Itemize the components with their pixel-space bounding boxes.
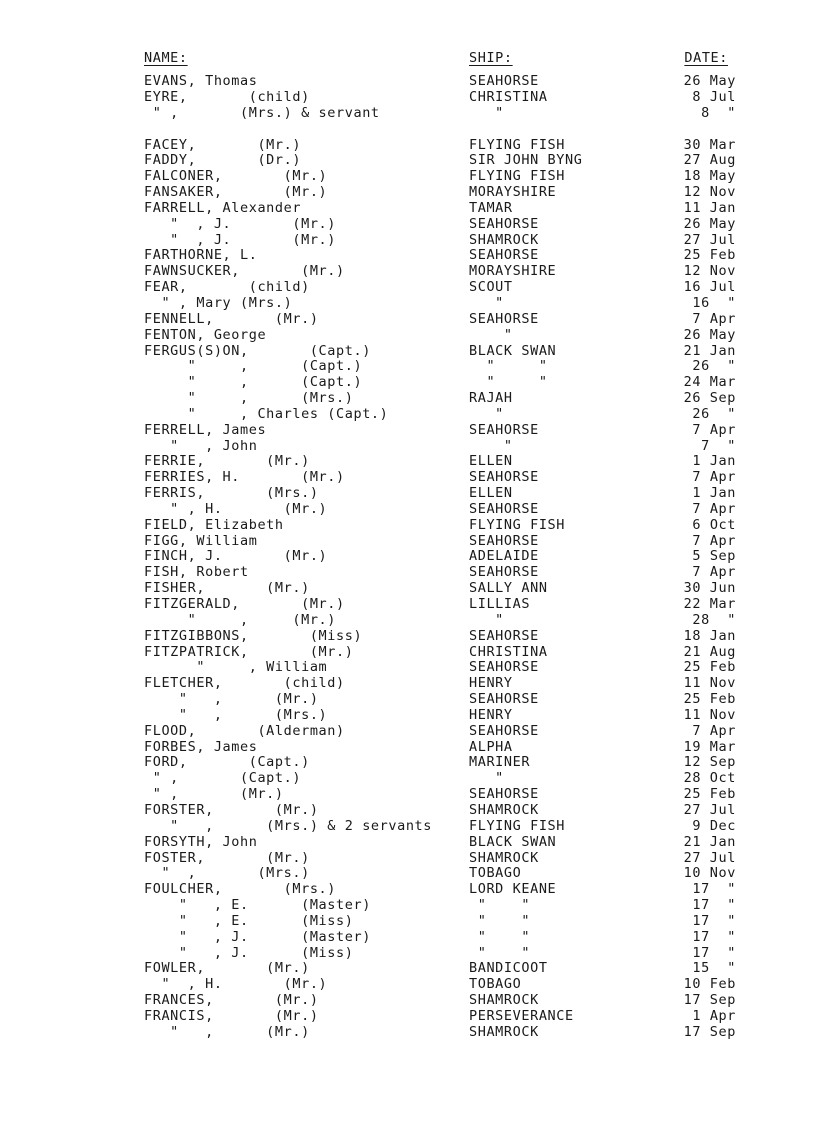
table-row bbox=[0, 470, 816, 486]
arrival-date: 17 " bbox=[692, 897, 736, 914]
arrival-date: 18 Jan bbox=[683, 627, 736, 644]
passenger-name: FORBES, James bbox=[144, 738, 258, 755]
table-row bbox=[0, 454, 816, 470]
arrival-date: 26 " bbox=[692, 405, 736, 422]
arrival-date: 9 Dec bbox=[692, 817, 736, 834]
arrival-date: 25 Feb bbox=[683, 786, 736, 803]
ship-name: LILLIAS bbox=[469, 596, 531, 612]
arrival-date: 11 Nov bbox=[683, 675, 736, 692]
passenger-name: FACEY, (Mr.) bbox=[144, 136, 302, 153]
passenger-name: FITZGERALD, (Mr.) bbox=[144, 596, 345, 612]
table-row bbox=[0, 217, 816, 233]
ship-name: MORAYSHIRE bbox=[469, 184, 557, 201]
arrival-date: 1 Jan bbox=[692, 485, 736, 502]
arrival-date: 25 Feb bbox=[683, 659, 736, 676]
ship-name: BANDICOOT bbox=[469, 960, 548, 977]
ship-name: " bbox=[469, 104, 504, 121]
passenger-name: FINCH, J. (Mr.) bbox=[144, 548, 328, 565]
table-row bbox=[0, 581, 816, 597]
ship-name: ADELAIDE bbox=[469, 548, 539, 565]
ship-name: SEAHORSE bbox=[469, 247, 539, 264]
passenger-name: " , Charles (Capt.) bbox=[144, 405, 389, 422]
ship-name: " " bbox=[469, 944, 531, 961]
table-row bbox=[0, 676, 816, 692]
table-row bbox=[0, 375, 816, 391]
passenger-name: " , (Mrs.) & 2 servants bbox=[144, 817, 433, 834]
table-row bbox=[0, 613, 816, 629]
arrival-date: 17 " bbox=[692, 912, 736, 929]
passenger-name: " , (Mr.) bbox=[144, 786, 284, 803]
passenger-name: " , (Mr.) bbox=[144, 611, 337, 628]
arrival-date: 17 Sep bbox=[683, 1023, 736, 1040]
passenger-name: FARTHORNE, L. bbox=[144, 247, 258, 264]
ship-name: " " bbox=[469, 928, 531, 945]
table-row bbox=[0, 359, 816, 375]
table-row bbox=[0, 423, 816, 439]
ship-name: SHAMROCK bbox=[469, 801, 539, 818]
ship-name: SEAHORSE bbox=[469, 421, 539, 438]
ship-name: ELLEN bbox=[469, 453, 513, 470]
table-row bbox=[0, 724, 816, 740]
passenger-name: " , (Mrs.) bbox=[144, 390, 354, 407]
table-row bbox=[0, 248, 816, 264]
passenger-name: FALCONER, (Mr.) bbox=[144, 168, 328, 185]
arrival-date: 26 May bbox=[683, 73, 736, 89]
column-header-ship: SHIP: bbox=[469, 50, 513, 66]
ship-name: SEAHORSE bbox=[469, 691, 539, 708]
table-row bbox=[0, 692, 816, 708]
arrival-date: 6 Oct bbox=[692, 516, 736, 533]
ship-name: " bbox=[469, 437, 513, 454]
passenger-name: " , (Mrs.) bbox=[144, 865, 310, 882]
table-row bbox=[0, 914, 816, 930]
passenger-name: FRANCIS, (Mr.) bbox=[144, 1007, 319, 1024]
arrival-date: 7 Apr bbox=[692, 421, 736, 438]
table-row bbox=[0, 1025, 816, 1041]
table-row bbox=[0, 518, 816, 534]
arrival-date: 11 Jan bbox=[683, 199, 736, 216]
table-row bbox=[0, 946, 816, 962]
table-row bbox=[0, 328, 816, 344]
passenger-list bbox=[0, 74, 816, 1041]
arrival-date: 17 " bbox=[692, 928, 736, 945]
arrival-date: 21 Jan bbox=[683, 833, 736, 850]
table-row bbox=[0, 1009, 816, 1025]
passenger-name: FORSYTH, John bbox=[144, 833, 258, 850]
table-row bbox=[0, 660, 816, 676]
passenger-name: FAWNSUCKER, (Mr.) bbox=[144, 263, 345, 280]
ship-name: ELLEN bbox=[469, 485, 513, 502]
arrival-date: 27 Jul bbox=[683, 849, 736, 866]
passenger-name: " , H. (Mr.) bbox=[144, 500, 328, 517]
ship-name: SEAHORSE bbox=[469, 469, 539, 486]
arrival-date: 1 Jan bbox=[692, 453, 736, 470]
passenger-name: " , J. (Master) bbox=[144, 928, 371, 945]
arrival-date: 15 " bbox=[692, 960, 736, 977]
arrival-date: 10 Nov bbox=[683, 865, 736, 882]
arrival-date: 7 Apr bbox=[692, 500, 736, 517]
passenger-name: FADDY, (Dr.) bbox=[144, 152, 302, 169]
table-row bbox=[0, 645, 816, 661]
ship-name: MARINER bbox=[469, 754, 531, 771]
ship-name: SEAHORSE bbox=[469, 627, 539, 644]
passenger-name: " , (Capt.) bbox=[144, 374, 363, 391]
passenger-name: " , John bbox=[144, 437, 258, 454]
passenger-name: FENNELL, (Mr.) bbox=[144, 310, 319, 327]
arrival-date: 25 Feb bbox=[683, 691, 736, 708]
arrival-date: 27 Jul bbox=[683, 801, 736, 818]
table-row bbox=[0, 106, 816, 122]
passenger-name: FERRIES, H. (Mr.) bbox=[144, 469, 345, 486]
passenger-name: FIELD, Elizabeth bbox=[144, 516, 284, 533]
table-row bbox=[0, 835, 816, 851]
ship-name: SEAHORSE bbox=[469, 310, 539, 327]
passenger-name: FERRIE, (Mr.) bbox=[144, 453, 310, 470]
table-row bbox=[0, 296, 816, 312]
table-row bbox=[0, 565, 816, 581]
passenger-name: FITZGIBBONS, (Miss) bbox=[144, 627, 363, 644]
arrival-date: 10 Feb bbox=[683, 976, 736, 993]
passenger-name: FOWLER, (Mr.) bbox=[144, 960, 310, 977]
arrival-date: 27 Jul bbox=[683, 231, 736, 248]
ship-name: TOBAGO bbox=[469, 865, 522, 882]
passenger-name: " , (Mrs.) & servant bbox=[144, 104, 380, 121]
table-row bbox=[0, 819, 816, 835]
arrival-date: 18 May bbox=[683, 168, 736, 185]
passenger-name: FERRELL, James bbox=[144, 421, 267, 438]
table-row bbox=[0, 740, 816, 756]
ship-name: TOBAGO bbox=[469, 976, 522, 993]
ship-name: " bbox=[469, 405, 504, 422]
passenger-name: FLETCHER, (child) bbox=[144, 675, 345, 692]
ship-name: SEAHORSE bbox=[469, 564, 539, 581]
ship-name: FLYING FISH bbox=[469, 168, 566, 185]
passenger-name: " , J. (Miss) bbox=[144, 944, 354, 961]
ship-name: PERSEVERANCE bbox=[469, 1007, 574, 1024]
passenger-name: FARRELL, Alexander bbox=[144, 199, 302, 216]
arrival-date: 24 Mar bbox=[683, 374, 736, 391]
arrival-date: 12 Nov bbox=[683, 184, 736, 201]
arrival-date: 16 " bbox=[692, 294, 736, 311]
table-row bbox=[0, 549, 816, 565]
ship-name: RAJAH bbox=[469, 390, 513, 407]
ship-name: " " bbox=[469, 374, 548, 391]
passenger-name: FIGG, William bbox=[144, 532, 258, 549]
arrival-date: 1 Apr bbox=[692, 1007, 736, 1024]
ship-name: SEAHORSE bbox=[469, 73, 539, 89]
passenger-name: FENTON, George bbox=[144, 326, 267, 343]
table-row bbox=[0, 771, 816, 787]
ship-name: CHRISTINA bbox=[469, 88, 548, 105]
ship-name: SHAMROCK bbox=[469, 992, 539, 1009]
table-row bbox=[0, 629, 816, 645]
table-row bbox=[0, 977, 816, 993]
ship-name: " bbox=[469, 294, 504, 311]
arrival-date: 7 Apr bbox=[692, 722, 736, 739]
ship-name: " " bbox=[469, 358, 548, 375]
arrival-date: 17 " bbox=[692, 881, 736, 898]
table-row bbox=[0, 391, 816, 407]
ship-name: " bbox=[469, 326, 513, 343]
table-row bbox=[0, 74, 816, 90]
table-row bbox=[0, 787, 816, 803]
passenger-name: " , Mary (Mrs.) bbox=[144, 294, 293, 311]
table-row bbox=[0, 407, 816, 423]
table-row bbox=[0, 138, 816, 154]
table-row bbox=[0, 851, 816, 867]
table-row bbox=[0, 153, 816, 169]
arrival-date: 25 Feb bbox=[683, 247, 736, 264]
column-header-date: DATE: bbox=[684, 50, 728, 66]
table-row bbox=[0, 264, 816, 280]
passenger-name: " , (Mr.) bbox=[144, 1023, 310, 1040]
table-row bbox=[0, 439, 816, 455]
ship-name: MORAYSHIRE bbox=[469, 263, 557, 280]
table-row bbox=[0, 534, 816, 550]
passenger-name: EVANS, Thomas bbox=[144, 73, 258, 89]
ship-name: SEAHORSE bbox=[469, 532, 539, 549]
ship-name: SHAMROCK bbox=[469, 231, 539, 248]
arrival-date: 8 Jul bbox=[692, 88, 736, 105]
arrival-date: 5 Sep bbox=[692, 548, 736, 565]
ship-name: " " bbox=[469, 897, 531, 914]
ship-name: FLYING FISH bbox=[469, 516, 566, 533]
passenger-name: " , (Mr.) bbox=[144, 691, 319, 708]
ship-name: ALPHA bbox=[469, 738, 513, 755]
table-row bbox=[0, 90, 816, 106]
table-row bbox=[0, 882, 816, 898]
ship-name: FLYING FISH bbox=[469, 136, 566, 153]
arrival-date: 26 May bbox=[683, 326, 736, 343]
ship-name: SEAHORSE bbox=[469, 659, 539, 676]
ship-name: TAMAR bbox=[469, 199, 513, 216]
ship-name: SALLY ANN bbox=[469, 580, 548, 597]
table-row bbox=[0, 993, 816, 1009]
arrival-date: 22 Mar bbox=[683, 596, 736, 612]
arrival-date: 16 Jul bbox=[683, 279, 736, 296]
arrival-date: 28 " bbox=[692, 611, 736, 628]
passenger-name: " , J. (Mr.) bbox=[144, 215, 337, 232]
arrival-date: 17 Sep bbox=[683, 992, 736, 1009]
arrival-date: 7 Apr bbox=[692, 532, 736, 549]
ship-name: CHRISTINA bbox=[469, 643, 548, 660]
passenger-name: FITZPATRICK, (Mr.) bbox=[144, 643, 354, 660]
arrival-date: 11 Nov bbox=[683, 706, 736, 723]
table-row bbox=[0, 344, 816, 360]
table-row bbox=[0, 280, 816, 296]
passenger-name: FOULCHER, (Mrs.) bbox=[144, 881, 337, 898]
passenger-name: " , (Capt.) bbox=[144, 770, 302, 787]
arrival-date: 26 May bbox=[683, 215, 736, 232]
passenger-name: FORD, (Capt.) bbox=[144, 754, 310, 771]
table-row bbox=[0, 866, 816, 882]
table-row bbox=[0, 803, 816, 819]
arrival-date: 12 Sep bbox=[683, 754, 736, 771]
table-row bbox=[0, 708, 816, 724]
table-row bbox=[0, 755, 816, 771]
passenger-name: FOSTER, (Mr.) bbox=[144, 849, 310, 866]
table-row bbox=[0, 502, 816, 518]
arrival-date: 12 Nov bbox=[683, 263, 736, 280]
arrival-date: 7 Apr bbox=[692, 564, 736, 581]
arrival-date: 19 Mar bbox=[683, 738, 736, 755]
table-row bbox=[0, 961, 816, 977]
arrival-date: 30 Jun bbox=[683, 580, 736, 597]
passenger-name: " , (Mrs.) bbox=[144, 706, 328, 723]
passenger-name: FANSAKER, (Mr.) bbox=[144, 184, 328, 201]
ship-name: SEAHORSE bbox=[469, 500, 539, 517]
arrival-date: 17 " bbox=[692, 944, 736, 961]
ship-name: " bbox=[469, 611, 504, 628]
arrival-date: 8 " bbox=[701, 104, 736, 121]
ship-name: HENRY bbox=[469, 675, 513, 692]
arrival-date: 26 " bbox=[692, 358, 736, 375]
passenger-name: " , J. (Mr.) bbox=[144, 231, 337, 248]
passenger-name: " , H. (Mr.) bbox=[144, 976, 328, 993]
passenger-name: " , E. (Master) bbox=[144, 897, 371, 914]
passenger-name: FISH, Robert bbox=[144, 564, 249, 581]
table-row bbox=[0, 930, 816, 946]
ship-name: SHAMROCK bbox=[469, 849, 539, 866]
passenger-name: FERGUS(S)ON, (Capt.) bbox=[144, 342, 371, 359]
arrival-date: 7 " bbox=[701, 437, 736, 454]
ship-name: SIR JOHN BYNG bbox=[469, 152, 583, 169]
ship-name: BLACK SWAN bbox=[469, 342, 557, 359]
table-row bbox=[0, 597, 816, 613]
ship-name: SEAHORSE bbox=[469, 215, 539, 232]
arrival-date: 26 Sep bbox=[683, 390, 736, 407]
passenger-name: EYRE, (child) bbox=[144, 88, 310, 105]
row-spacer bbox=[0, 122, 816, 138]
table-row bbox=[0, 201, 816, 217]
column-header-name: NAME: bbox=[144, 50, 188, 66]
ship-name: " " bbox=[469, 912, 531, 929]
table-row bbox=[0, 898, 816, 914]
passenger-name: FEAR, (child) bbox=[144, 279, 310, 296]
passenger-name: " , E. (Miss) bbox=[144, 912, 354, 929]
arrival-date: 28 Oct bbox=[683, 770, 736, 787]
table-row bbox=[0, 486, 816, 502]
ship-name: SHAMROCK bbox=[469, 1023, 539, 1040]
ship-name: HENRY bbox=[469, 706, 513, 723]
arrival-date: 27 Aug bbox=[683, 152, 736, 169]
table-row bbox=[0, 169, 816, 185]
passenger-name: FORSTER, (Mr.) bbox=[144, 801, 319, 818]
ship-name: BLACK SWAN bbox=[469, 833, 557, 850]
ship-name: SCOUT bbox=[469, 279, 513, 296]
passenger-name: FLOOD, (Alderman) bbox=[144, 722, 345, 739]
passenger-name: " , William bbox=[144, 659, 328, 676]
ship-name: LORD KEANE bbox=[469, 881, 557, 898]
ship-name: FLYING FISH bbox=[469, 817, 566, 834]
arrival-date: 7 Apr bbox=[692, 310, 736, 327]
table-row bbox=[0, 312, 816, 328]
passenger-name: FISHER, (Mr.) bbox=[144, 580, 310, 597]
passenger-name: FERRIS, (Mrs.) bbox=[144, 485, 319, 502]
arrival-date: 21 Aug bbox=[683, 643, 736, 660]
ship-name: SEAHORSE bbox=[469, 722, 539, 739]
arrival-date: 7 Apr bbox=[692, 469, 736, 486]
arrival-date: 30 Mar bbox=[683, 136, 736, 153]
passenger-name: " , (Capt.) bbox=[144, 358, 363, 375]
table-row bbox=[0, 233, 816, 249]
ship-name: " bbox=[469, 770, 504, 787]
table-row bbox=[0, 185, 816, 201]
passenger-name: FRANCES, (Mr.) bbox=[144, 992, 319, 1009]
arrival-date: 21 Jan bbox=[683, 342, 736, 359]
ship-name: SEAHORSE bbox=[469, 786, 539, 803]
